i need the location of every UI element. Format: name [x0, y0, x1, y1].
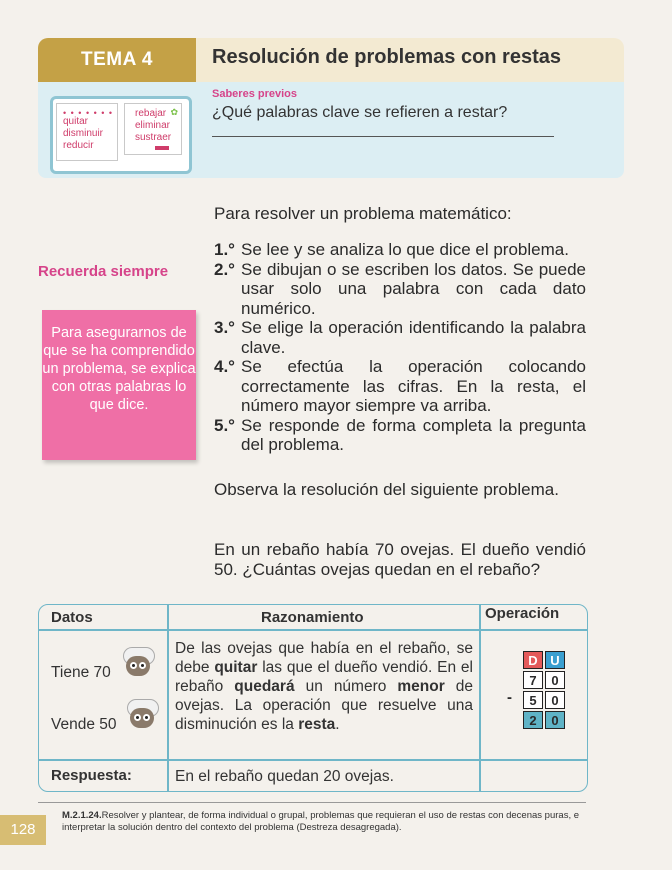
table-divider [479, 605, 481, 791]
keyword: disminuir [63, 128, 104, 139]
step-text: Se lee y se analiza lo que dice el problema. [241, 240, 569, 259]
minus-sign: - [507, 689, 512, 706]
tema-label: TEMA 4 [38, 38, 196, 82]
step-item [214, 416, 586, 455]
keyword: quitar [63, 116, 89, 127]
header-razonamiento: Razonamiento [261, 609, 364, 626]
keyword-menor: menor [397, 678, 445, 695]
solution-table [38, 604, 588, 792]
step-number: 1.° [214, 240, 235, 259]
dots-decoration: • • • • • • • [63, 108, 114, 118]
column-u: U [545, 651, 565, 669]
footer-rule [38, 802, 586, 803]
keyword-quedara: quedará [234, 678, 295, 695]
dato-tiene: Tiene 70 [51, 664, 111, 681]
saberes-subtitle: Saberes previos [212, 88, 297, 100]
digit-cell: 5 [523, 691, 543, 709]
keyword-quitar: quitar [214, 659, 258, 676]
result-cell: 2 [523, 711, 543, 729]
answer-line[interactable] [212, 136, 554, 137]
digit-cell: 0 [545, 691, 565, 709]
step-number: 4.° [214, 357, 235, 376]
star-icon: ✿ [170, 107, 178, 117]
dato-vende: Vende 50 [51, 716, 117, 733]
table-divider [39, 629, 587, 631]
step-item [214, 260, 586, 319]
keyword-card-left [56, 103, 118, 161]
keyword: reducir [63, 140, 94, 151]
respuesta-label: Respuesta: [51, 767, 132, 784]
step-item [214, 240, 586, 260]
page-title: Resolución de problemas con restas [212, 46, 561, 68]
step-text: Se elige la operación identificando la palabra clave. [241, 318, 586, 357]
step-text: Se responde de forma completa la pregunta del problema. [241, 415, 586, 454]
column-d: D [523, 651, 543, 669]
footer-text [62, 810, 586, 834]
recuerda-heading: Recuerda siempre [38, 263, 169, 280]
keyword: rebajar [135, 108, 167, 119]
step-number: 2.° [214, 259, 235, 279]
destreza-code: M.2.1.24. [62, 810, 102, 821]
keyword: eliminar [135, 120, 171, 131]
step-text: Se dibujan o se escriben los datos. Se puede usar solo una palabra con cada dato numérico. [241, 259, 586, 318]
digit-cell: 0 [545, 671, 565, 689]
table-divider [167, 605, 169, 791]
header-datos: Datos [51, 609, 93, 626]
sheep-icon [125, 699, 159, 729]
step-number: 5.° [214, 415, 235, 435]
sticky-note [42, 310, 196, 460]
result-cell: 0 [545, 711, 565, 729]
razonamiento-text: De las ovejas que había en el rebaño, se debe quitar las que el dueño vendió. En el rebaño quedará un número menor de ovejas. La operación que resuelve una disminución es la resta. [175, 640, 473, 733]
problem-text: En un rebaño había 70 ovejas. El dueño vendió 50. ¿Cuántas ovejas quedan en el rebaño? [214, 540, 586, 579]
bar-decoration [155, 146, 169, 150]
sheep-icon [121, 647, 155, 677]
header-operacion: Operación [485, 605, 560, 622]
step-item [214, 318, 586, 357]
intro-text: Para resolver un problema matemático: [214, 204, 512, 223]
table-divider [39, 759, 587, 761]
keyword-resta: resta [298, 716, 336, 733]
page-number: 128 [0, 815, 46, 845]
keyword: sustraer [135, 132, 172, 143]
respuesta-text: En el rebaño quedan 20 ovejas. [175, 768, 394, 785]
step-text: Se efectúa la operación colocando correctamente las cifras. En la resta, el número mayor siempre va arriba. [241, 357, 586, 415]
observa-text: Observa la resolución del siguiente problema. [214, 480, 559, 499]
note-text: Para asegurarnos de que se ha comprendido un problema, se explica con otras palabras lo que dice. [42, 325, 196, 413]
destreza-text: Resolver y plantear, de forma individual o grupal, problemas que requieran el uso de restas con decenas puras, e interpretar la solución dentro del contexto del problema (Destreza desagregada). [62, 810, 580, 833]
keyword-card-right [124, 103, 182, 155]
step-item [214, 357, 586, 416]
step-number: 3.° [214, 318, 235, 337]
digit-cell: 7 [523, 671, 543, 689]
steps-list [214, 240, 586, 455]
saberes-question: ¿Qué palabras clave se refieren a restar? [212, 104, 508, 121]
